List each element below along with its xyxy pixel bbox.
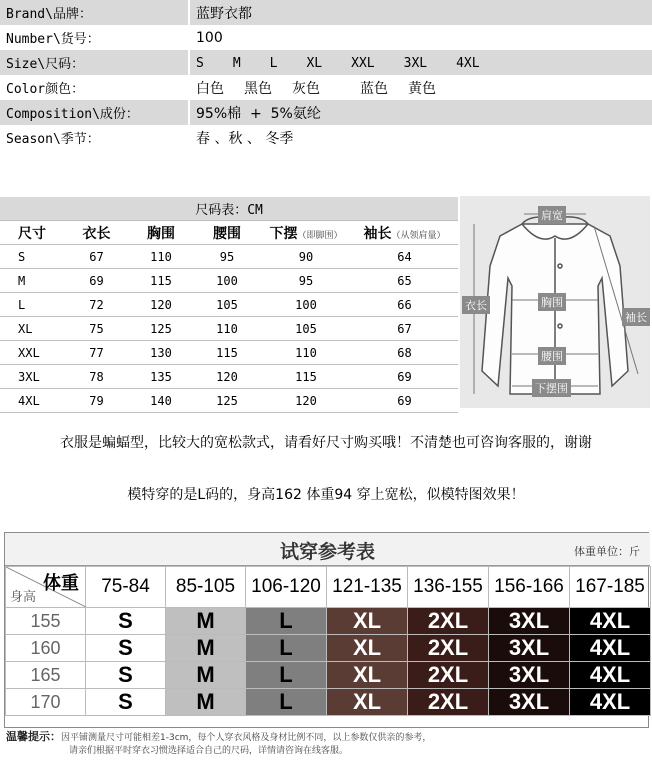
- size-cell: XL: [0, 317, 64, 341]
- recommended-size-cell: S: [86, 608, 166, 635]
- recommended-size-cell: XL: [327, 635, 408, 662]
- weight-range-header: 136-155: [408, 567, 489, 608]
- recommended-size-cell: S: [86, 689, 166, 716]
- recommended-size-cell: 2XL: [408, 662, 489, 689]
- model-note: 模特穿的是L码的，身高162 体重94 穿上宽松，似模特图效果！: [127, 487, 525, 503]
- info-sizes: [189, 50, 652, 75]
- tryon-header-row: [6, 567, 651, 608]
- color-option: 黑色: [244, 80, 272, 97]
- measure-cell: 68: [351, 341, 458, 365]
- info-row-color: [0, 75, 652, 100]
- measure-cell: 130: [129, 341, 193, 365]
- size-chart-row: [0, 341, 458, 365]
- header-hem-note: （即脚围）: [297, 230, 343, 241]
- header-size: 尺寸: [0, 221, 64, 245]
- tryon-corner-cell: [6, 567, 86, 608]
- color-option: 灰色: [292, 80, 320, 97]
- measure-cell: 78: [64, 365, 129, 389]
- measure-cell: 69: [64, 269, 129, 293]
- height-cell: 165: [6, 662, 86, 689]
- weight-range-header: 167-185: [570, 567, 651, 608]
- measure-cell: 115: [261, 365, 351, 389]
- recommended-size-cell: 4XL: [570, 635, 651, 662]
- measure-cell: 120: [261, 389, 351, 413]
- tryon-title: 试穿参考表: [279, 541, 375, 563]
- tryon-row: [6, 608, 651, 635]
- info-key: Brand\品牌：: [0, 0, 189, 25]
- fit-note: 衣服是蝙蝠型，比较大的宽松款式，请看好尺寸购买哦！不清楚也可咨询客服的，谢谢: [60, 435, 592, 451]
- tryon-row: [6, 662, 651, 689]
- size-chart-row: [0, 365, 458, 389]
- tryon-reference-table: [4, 532, 649, 728]
- size-chart-row: [0, 245, 458, 269]
- info-value: 95%棉 + 5%氨纶: [189, 100, 652, 125]
- recommended-size-cell: 2XL: [408, 608, 489, 635]
- size-option: XL: [306, 55, 323, 71]
- measure-cell: 110: [261, 341, 351, 365]
- tip-line2: 请亲们根据平时穿衣习惯选择适合自己的尺码，详情请咨询在线客服。: [69, 746, 349, 756]
- measure-cell: 115: [129, 269, 193, 293]
- header-waist: 腰围: [193, 221, 261, 245]
- size-option: XXL: [351, 55, 375, 71]
- measure-cell: 67: [351, 317, 458, 341]
- header-sleeve: [351, 221, 458, 245]
- recommended-size-cell: M: [166, 608, 246, 635]
- info-key: Number\货号：: [0, 25, 189, 50]
- measure-cell: 110: [129, 245, 193, 269]
- tip-line1: 因平铺测量尺寸可能相差1-3cm，每个人穿衣风格及身材比例不同，以上参数仅供亲的参考，: [61, 733, 432, 743]
- info-row-season: [0, 125, 652, 150]
- size-option: L: [269, 55, 278, 71]
- measure-cell: 64: [351, 245, 458, 269]
- recommended-size-cell: 4XL: [570, 608, 651, 635]
- recommended-size-cell: 4XL: [570, 689, 651, 716]
- label-shoulder: 肩宽: [538, 206, 566, 224]
- recommended-size-cell: S: [86, 635, 166, 662]
- measure-cell: 100: [193, 269, 261, 293]
- size-cell: XXL: [0, 341, 64, 365]
- weight-range-header: 121-135: [327, 567, 408, 608]
- measure-cell: 125: [129, 317, 193, 341]
- measure-cell: 75: [64, 317, 129, 341]
- size-option: 4XL: [456, 55, 480, 71]
- tryon-row: [6, 689, 651, 716]
- recommended-size-cell: 3XL: [489, 662, 570, 689]
- recommended-size-cell: 3XL: [489, 608, 570, 635]
- size-chart-header-row: [0, 221, 458, 245]
- measure-cell: 90: [261, 245, 351, 269]
- label-chest: 胸围: [538, 293, 566, 311]
- label-sleeve: 袖长: [622, 308, 650, 326]
- recommended-size-cell: 2XL: [408, 635, 489, 662]
- info-key: Season\季节：: [0, 125, 189, 150]
- measure-cell: 110: [193, 317, 261, 341]
- color-option: 蓝色: [360, 80, 388, 97]
- height-cell: 155: [6, 608, 86, 635]
- size-chart-title-row: [0, 197, 458, 221]
- tip-label: 温馨提示：: [6, 730, 61, 743]
- header-hem: [261, 221, 351, 245]
- info-key: Size\尺码：: [0, 50, 189, 75]
- weight-range-header: 75-84: [86, 567, 166, 608]
- info-row-size: [0, 50, 652, 75]
- weight-range-header: 85-105: [166, 567, 246, 608]
- info-key: Composition\成份：: [0, 100, 189, 125]
- weight-range-header: 106-120: [246, 567, 327, 608]
- recommended-size-cell: L: [246, 635, 327, 662]
- header-hem-label: 下摆: [269, 225, 298, 242]
- height-cell: 160: [6, 635, 86, 662]
- size-chart-row: [0, 269, 458, 293]
- height-cell: 170: [6, 689, 86, 716]
- recommended-size-cell: L: [246, 662, 327, 689]
- measure-cell: 79: [64, 389, 129, 413]
- info-row-brand: [0, 0, 652, 25]
- measure-cell: 120: [193, 365, 261, 389]
- tryon-row: [6, 635, 651, 662]
- recommended-size-cell: L: [246, 689, 327, 716]
- size-option: M: [232, 55, 241, 71]
- measure-cell: 72: [64, 293, 129, 317]
- info-value: 春 、秋 、 冬季: [196, 130, 294, 147]
- measure-cell: 67: [64, 245, 129, 269]
- color-option: 白色: [196, 80, 224, 97]
- tryon-title-bar: [5, 533, 650, 566]
- measure-cell: 125: [193, 389, 261, 413]
- recommended-size-cell: 4XL: [570, 662, 651, 689]
- recommended-size-cell: 3XL: [489, 635, 570, 662]
- measure-cell: 69: [351, 365, 458, 389]
- measure-cell: 65: [351, 269, 458, 293]
- recommended-size-cell: S: [86, 662, 166, 689]
- header-sleeve-note: （从领肩量）: [391, 230, 446, 241]
- measure-cell: 100: [261, 293, 351, 317]
- measure-cell: 95: [193, 245, 261, 269]
- info-key: Color颜色：: [0, 75, 189, 100]
- label-hem: 下摆围: [532, 379, 571, 397]
- weight-range-header: 156-166: [489, 567, 570, 608]
- info-row-number: [0, 25, 652, 50]
- label-waist: 腰围: [538, 347, 566, 365]
- size-option: S: [196, 55, 204, 71]
- label-length: 衣长: [462, 296, 490, 314]
- recommended-size-cell: XL: [327, 662, 408, 689]
- recommended-size-cell: XL: [327, 608, 408, 635]
- info-value: 蓝野衣都: [189, 0, 652, 25]
- info-colors: [189, 75, 652, 100]
- size-chart-table: [0, 197, 458, 413]
- color-option: 黄色: [408, 80, 436, 97]
- size-chart-row: [0, 293, 458, 317]
- tryon-unit: 体重单位：斤: [574, 545, 640, 558]
- measure-cell: 95: [261, 269, 351, 293]
- measure-cell: 135: [129, 365, 193, 389]
- shirt-measurement-diagram: [460, 196, 650, 408]
- measure-cell: 69: [351, 389, 458, 413]
- recommended-size-cell: XL: [327, 689, 408, 716]
- measure-cell: 77: [64, 341, 129, 365]
- size-cell: S: [0, 245, 64, 269]
- size-cell: L: [0, 293, 64, 317]
- recommended-size-cell: 2XL: [408, 689, 489, 716]
- size-chart-row: [0, 317, 458, 341]
- info-value: 100: [196, 29, 223, 46]
- tip-note: [6, 730, 646, 758]
- recommended-size-cell: M: [166, 689, 246, 716]
- measure-cell: 105: [261, 317, 351, 341]
- tryon-grid: [5, 566, 651, 716]
- info-row-composition: [0, 100, 652, 125]
- recommended-size-cell: M: [166, 662, 246, 689]
- corner-weight-label: 体重: [43, 573, 79, 593]
- size-option: 3XL: [403, 55, 428, 71]
- size-cell: 3XL: [0, 365, 64, 389]
- header-sleeve-label: 袖长: [363, 225, 392, 242]
- product-info-table: [0, 0, 652, 150]
- size-chart-row: [0, 389, 458, 413]
- measure-cell: 120: [129, 293, 193, 317]
- measure-cell: 140: [129, 389, 193, 413]
- size-chart-title: 尺码表：CM: [0, 197, 458, 221]
- size-cell: 4XL: [0, 389, 64, 413]
- measure-cell: 105: [193, 293, 261, 317]
- recommended-size-cell: M: [166, 635, 246, 662]
- header-chest: 胸围: [129, 221, 193, 245]
- recommended-size-cell: L: [246, 608, 327, 635]
- measure-cell: 66: [351, 293, 458, 317]
- header-length: 衣长: [64, 221, 129, 245]
- measure-cell: 115: [193, 341, 261, 365]
- size-chart-body: [0, 245, 458, 413]
- size-cell: M: [0, 269, 64, 293]
- recommended-size-cell: 3XL: [489, 689, 570, 716]
- corner-height-label: 身高: [10, 589, 37, 604]
